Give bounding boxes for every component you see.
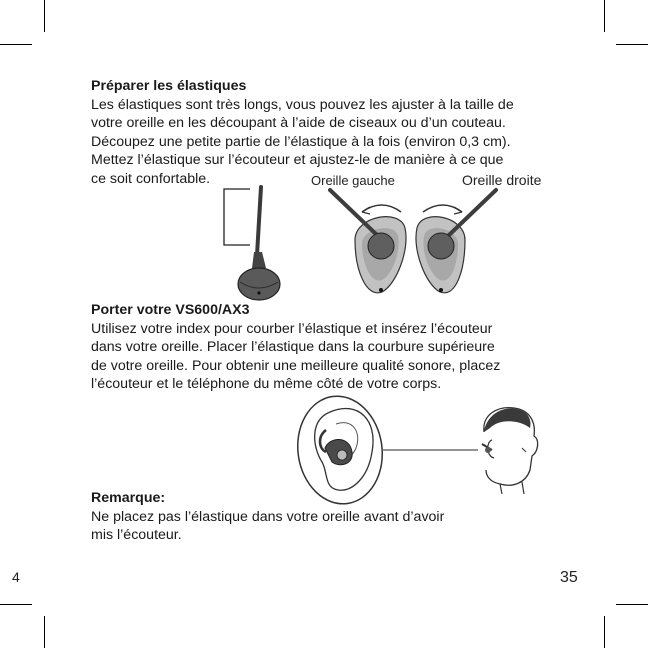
section-wear-title: Porter votre VS600/AX3 <box>91 302 250 318</box>
body-line: de votre oreille. Pour obtenir une meilleure qualité sonore, placez <box>91 357 501 374</box>
body-line: l’écouteur et le téléphone du même côté de votre corps. <box>91 376 442 393</box>
head-profile <box>482 408 538 494</box>
label-left-ear: Oreille gauche <box>311 173 395 188</box>
body-line: Les élastiques sont très longs, vous pouvez les ajuster à la taille de <box>91 96 514 113</box>
section-prepare-title: Préparer les élastiques <box>91 78 247 94</box>
section-note-title: Remarque: <box>91 490 166 506</box>
body-line: votre oreille en les découpant à l’aide de ciseaux ou d’un couteau. <box>91 115 506 132</box>
section-note-body <box>91 508 444 545</box>
page-number: 35 <box>560 569 578 586</box>
body-line: dans votre oreille. Placer l’élastique dans la courbure supérieure <box>91 339 495 356</box>
body-line: Ne placez pas l’élastique dans votre oreille avant d’avoir <box>91 508 445 525</box>
body-line: Utilisez votre index pour courber l’élastique et insérez l’écouteur <box>91 320 493 337</box>
body-line: mis l’écouteur. <box>91 527 182 544</box>
body-line: Mettez l’élastique sur l’écouteur et ajustez-le de manière à ce que <box>91 152 504 169</box>
margin-mark: 4 <box>12 569 20 585</box>
body-line: Découpez une petite partie de l’élastique à la fois (environ 0,3 cm). <box>91 133 511 150</box>
section-note <box>91 489 444 545</box>
label-right-ear: Oreille droite <box>462 172 542 188</box>
body-line: ce soit confortable. <box>91 170 211 187</box>
